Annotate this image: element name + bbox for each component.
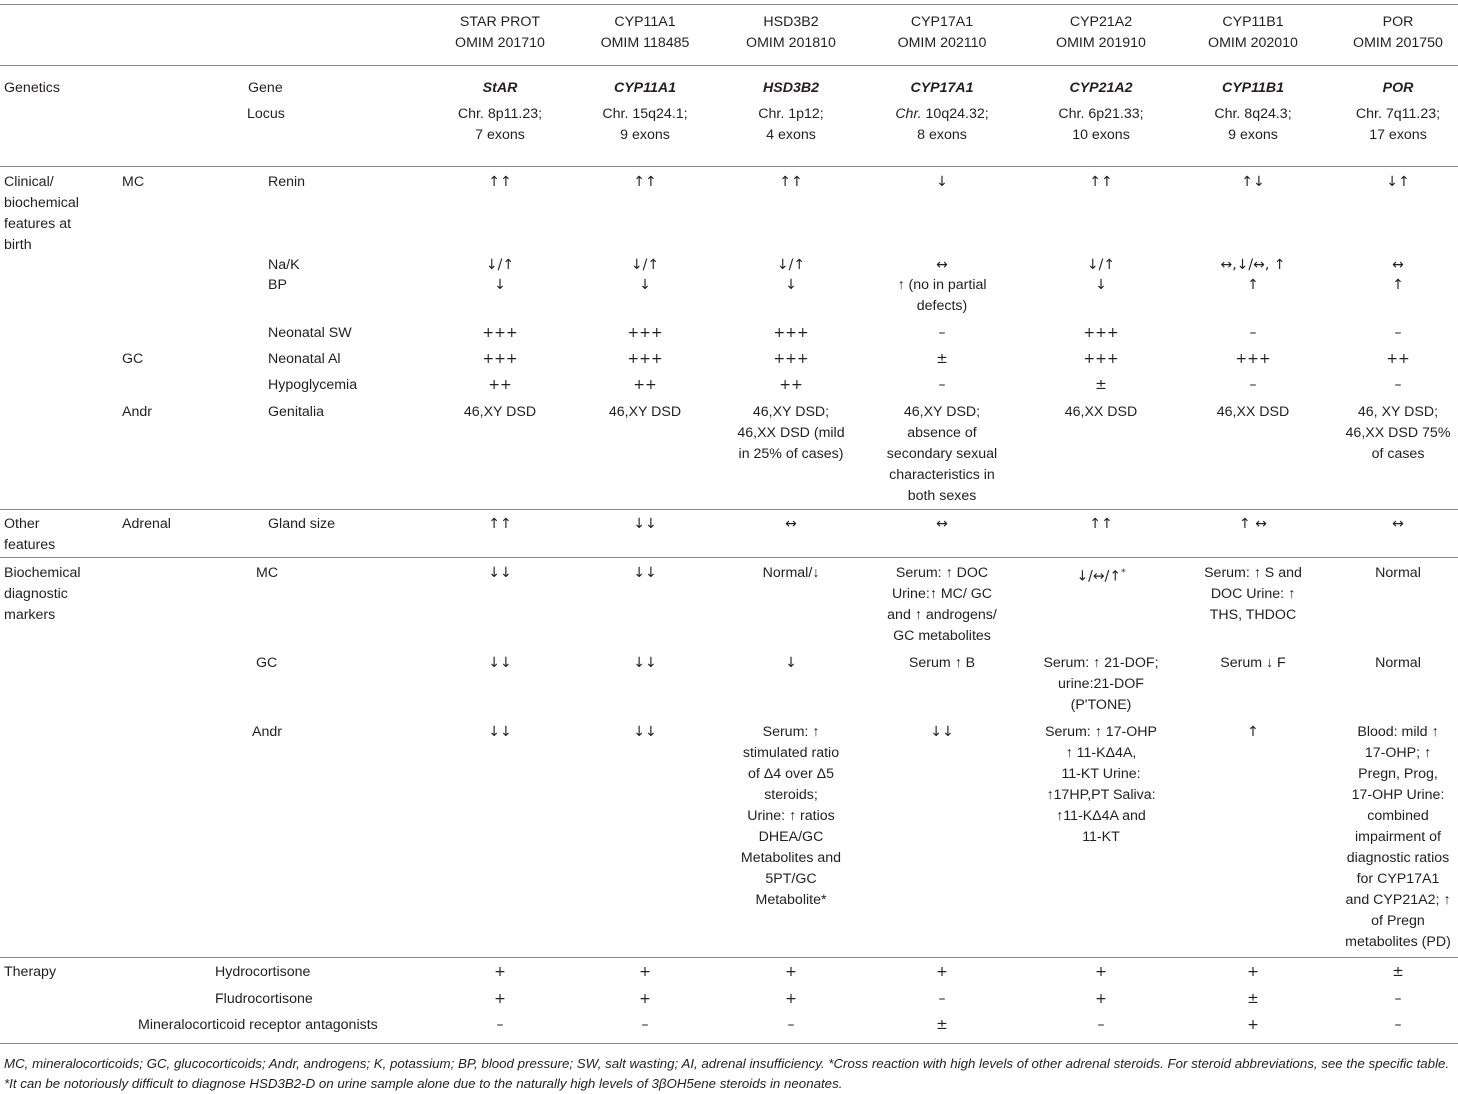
bmc-star: ↓↓ (488, 565, 512, 581)
gland-hsd3b2: ↔ (785, 516, 797, 532)
bandr-cyp11b1: ↑ (1247, 724, 1259, 740)
bmc-cyp11b1: Serum: ↑ S and DOC Urine: ↑ THS, THDOC (1204, 565, 1302, 623)
nak-cyp21a2: ↓/↑ (1086, 257, 1116, 273)
bp-cyp11b1: ↑ (1247, 277, 1259, 293)
row-label-nak: Na/K (268, 257, 300, 273)
sw-cyp17a1: – (938, 325, 946, 341)
locus-cyp17a1: Chr. 10q24.32; 8 exons (895, 106, 989, 143)
rule-other (0, 557, 1458, 558)
bgc-cyp11b1: Serum ↓ F (1220, 655, 1286, 671)
genitalia-cyp11a1: 46,XY DSD (608, 404, 682, 420)
nak-cyp17a1: ↔ (936, 257, 948, 273)
hypo-cyp21a2: ± (1095, 377, 1107, 393)
hydro-cyp21a2: + (1095, 964, 1107, 980)
col-header-por: POR OMIM 201750 (1353, 14, 1443, 51)
row-label-neonatal-sw: Neonatal SW (268, 325, 352, 341)
gland-cyp17a1: ↔ (936, 516, 948, 532)
rule-therapy (0, 1043, 1458, 1044)
genitalia-por: 46, XY DSD; 46,XX DSD 75% of cases (1345, 404, 1451, 462)
row-label-hydrocortisone: Hydrocortisone (215, 964, 311, 980)
sw-star: +++ (482, 325, 518, 341)
mra-cyp11b1: + (1247, 1017, 1259, 1033)
row-label-renin: Renin (268, 174, 306, 190)
mra-cyp11a1: – (641, 1017, 649, 1033)
sw-cyp11a1: +++ (627, 325, 663, 341)
gene-cyp11b1: CYP11B1 (1221, 80, 1285, 96)
group-label-andr: Andr (122, 404, 152, 420)
bgc-por: Normal (1375, 655, 1421, 671)
row-label-gland-size: Gland size (268, 516, 336, 532)
gland-cyp11b1: ↑ ↔ (1239, 516, 1267, 532)
bgc-cyp21a2: Serum: ↑ 21-DOF; urine:21-DOF (P'TONE) (1043, 655, 1159, 713)
sw-cyp21a2: +++ (1083, 325, 1119, 341)
gene-por: POR (1382, 80, 1414, 96)
row-label-bp: BP (268, 277, 287, 293)
hypo-cyp11a1: ++ (633, 377, 657, 393)
row-label-biochem-mc: MC (256, 565, 279, 581)
hydro-cyp11b1: + (1247, 964, 1259, 980)
nak-cyp11b1: ↔,↓/↔, ↑ (1220, 257, 1286, 273)
nak-star: ↓/↑ (485, 257, 515, 273)
bp-cyp11a1: ↓ (639, 277, 651, 293)
gland-cyp21a2: ↑↑ (1089, 516, 1113, 532)
gene-cyp21a2: CYP21A2 (1069, 80, 1133, 96)
col-header-cyp17a1: CYP17A1 OMIM 202110 (897, 14, 987, 51)
row-label-locus: Locus (247, 106, 285, 122)
hypo-cyp11b1: – (1249, 377, 1257, 393)
sw-cyp11b1: – (1249, 325, 1257, 341)
row-label-genitalia: Genitalia (268, 404, 324, 420)
row-label-hypoglycemia: Hypoglycemia (268, 377, 358, 393)
section-biochem: Biochemical diagnostic markers (4, 565, 81, 623)
group-label-mc: MC (122, 174, 145, 190)
hypo-por: – (1394, 377, 1402, 393)
bp-hsd3b2: ↓ (785, 277, 797, 293)
gene-star: StAR (482, 80, 518, 96)
nak-cyp11a1: ↓/↑ (630, 257, 660, 273)
bp-cyp17a1: ↑ (no in partial defects) (897, 277, 987, 314)
rule-clinical (0, 509, 1458, 510)
genitalia-hsd3b2: 46,XY DSD; 46,XX DSD (mild in 25% of cases) (737, 404, 845, 462)
mra-por: – (1394, 1017, 1402, 1033)
col-header-cyp11a1: CYP11A1 OMIM 118485 (600, 14, 690, 51)
bandr-cyp17a1: ↓↓ (930, 724, 954, 740)
bandr-cyp11a1: ↓↓ (633, 724, 657, 740)
rule-biochem (0, 957, 1458, 958)
row-label-neonatal-ai: Neonatal Al (268, 351, 341, 367)
genitalia-cyp21a2: 46,XX DSD (1064, 404, 1138, 420)
bandr-cyp21a2: Serum: ↑ 17-OHP ↑ 11-KΔ4A, 11-KT Urine: ↑17HP,PT Saliva: ↑11-KΔ4A and 11-KT (1045, 724, 1157, 845)
fludro-cyp17a1: – (938, 991, 946, 1007)
hydro-star: + (494, 964, 506, 980)
gene-hsd3b2: HSD3B2 (763, 80, 819, 96)
ai-cyp21a2: +++ (1083, 351, 1119, 367)
hypo-star: ++ (488, 377, 512, 393)
rule-header (0, 65, 1458, 66)
fludro-star: + (494, 991, 506, 1007)
renin-cyp11b1: ↑↓ (1241, 174, 1265, 190)
gene-cyp11a1: CYP11A1 (613, 80, 677, 96)
section-other: Other features (4, 516, 56, 553)
mra-cyp17a1: ± (936, 1017, 948, 1033)
sw-por: – (1394, 325, 1402, 341)
bandr-star: ↓↓ (488, 724, 512, 740)
section-genetics: Genetics (4, 80, 60, 96)
ai-cyp11a1: +++ (627, 351, 663, 367)
gland-star: ↑↑ (488, 516, 512, 532)
locus-cyp11b1: Chr. 8q24.3; 9 exons (1214, 106, 1292, 143)
renin-por: ↓↑ (1386, 174, 1410, 190)
section-therapy: Therapy (4, 964, 57, 980)
bmc-por: Normal (1375, 565, 1421, 581)
bandr-por: Blood: mild ↑ 17-OHP; ↑ Pregn, Prog, 17-OHP Urine: combined impairment of diagnostic ratios for CYP17A1 and CYP21A2; ↑ of Pregn metabolites (PD) (1345, 724, 1451, 950)
bp-por: ↑ (1392, 277, 1404, 293)
nak-por: ↔ (1392, 257, 1404, 273)
mra-star: – (496, 1017, 504, 1033)
bmc-cyp21a2: ↓/↔/↑* (1076, 568, 1126, 585)
locus-star: Chr. 8p11.23; 7 exons (457, 106, 543, 143)
hydro-cyp11a1: + (639, 964, 651, 980)
row-label-gene: Gene (248, 80, 283, 96)
gene-cyp17a1: CYP17A1 (910, 80, 974, 96)
genitalia-star: 46,XY DSD (463, 404, 537, 420)
ai-cyp17a1: ± (936, 351, 948, 367)
bmc-cyp17a1: Serum: ↑ DOC Urine:↑ MC/ GC and ↑ androgens/ GC metabolites (887, 565, 997, 644)
renin-hsd3b2: ↑↑ (779, 174, 803, 190)
group-label-adrenal: Adrenal (122, 516, 171, 532)
gland-cyp11a1: ↓↓ (633, 516, 657, 532)
row-label-biochem-andr: Andr (252, 724, 282, 740)
renin-star: ↑↑ (488, 174, 512, 190)
locus-por: Chr. 7q11.23; 17 exons (1355, 106, 1441, 143)
renin-cyp21a2: ↑↑ (1089, 174, 1113, 190)
renin-cyp17a1: ↓ (936, 174, 948, 190)
ai-hsd3b2: +++ (773, 351, 809, 367)
ai-por: ++ (1386, 351, 1410, 367)
col-header-star: STAR PROT OMIM 201710 (455, 14, 545, 51)
row-label-fludrocortisone: Fludrocortisone (215, 991, 313, 1007)
hydro-por: ± (1392, 964, 1404, 980)
col-header-hsd3b2: HSD3B2 OMIM 201810 (746, 14, 836, 51)
genitalia-cyp11b1: 46,XX DSD (1216, 404, 1290, 420)
rule-top (0, 4, 1458, 5)
row-label-biochem-gc: GC (256, 655, 278, 671)
hypo-hsd3b2: ++ (779, 377, 803, 393)
rule-genetics (0, 166, 1458, 167)
genitalia-cyp17a1: 46,XY DSD; absence of secondary sexual characteristics in both sexes (886, 404, 998, 504)
fludro-cyp11a1: + (639, 991, 651, 1007)
mra-cyp21a2: – (1097, 1017, 1105, 1033)
fludro-cyp11b1: ± (1247, 991, 1259, 1007)
table-footnote: MC, mineralocorticoids; GC, glucocorticoids; Andr, androgens; K, potassium; BP, blood pressure; SW, salt wasting; AI, adrenal insufficiency. *Cross reaction with high levels of other adrenal steroids. For steroid abbreviations, see the specific table. *It can be notoriously difficult to diagnose HSD3B2-D on urine sample alone due to the naturally high levels of 3βOH5ene steroids in neonates. (4, 1056, 1450, 1091)
gland-por: ↔ (1392, 516, 1404, 532)
bgc-cyp17a1: Serum ↑ B (908, 655, 976, 671)
bandr-hsd3b2: Serum: ↑ stimulated ratio of Δ4 over Δ5 steroids; Urine: ↑ ratios DHEA/GC Metabolites and 5PT/GC Metabolite* (740, 724, 842, 908)
locus-hsd3b2: Chr. 1p12; 4 exons (758, 106, 824, 143)
bgc-hsd3b2: ↓ (785, 655, 797, 671)
hypo-cyp17a1: – (938, 377, 946, 393)
bgc-cyp11a1: ↓↓ (633, 655, 657, 671)
locus-cyp21a2: Chr. 6p21.33; 10 exons (1058, 106, 1144, 143)
fludro-hsd3b2: + (785, 991, 797, 1007)
bp-star: ↓ (494, 277, 506, 293)
sw-hsd3b2: +++ (773, 325, 809, 341)
col-header-cyp11b1: CYP11B1 OMIM 202010 (1208, 14, 1298, 51)
group-label-gc: GC (122, 351, 144, 367)
fludro-por: – (1394, 991, 1402, 1007)
hydro-cyp17a1: + (936, 964, 948, 980)
renin-cyp11a1: ↑↑ (633, 174, 657, 190)
bgc-star: ↓↓ (488, 655, 512, 671)
hydro-hsd3b2: + (785, 964, 797, 980)
ai-cyp11b1: +++ (1235, 351, 1271, 367)
bp-cyp21a2: ↓ (1095, 277, 1107, 293)
mra-hsd3b2: – (787, 1017, 795, 1033)
col-header-cyp21a2: CYP21A2 OMIM 201910 (1056, 14, 1146, 51)
section-clinical: Clinical/ biochemical features at birth (4, 174, 79, 253)
fludro-cyp21a2: + (1095, 991, 1107, 1007)
locus-cyp11a1: Chr. 15q24.1; 9 exons (602, 106, 688, 143)
ai-star: +++ (482, 351, 518, 367)
bmc-cyp11a1: ↓↓ (633, 565, 657, 581)
bmc-hsd3b2: Normal/↓ (762, 565, 820, 581)
row-label-mra: Mineralocorticoid receptor antagonists (138, 1017, 378, 1033)
nak-hsd3b2: ↓/↑ (776, 257, 806, 273)
